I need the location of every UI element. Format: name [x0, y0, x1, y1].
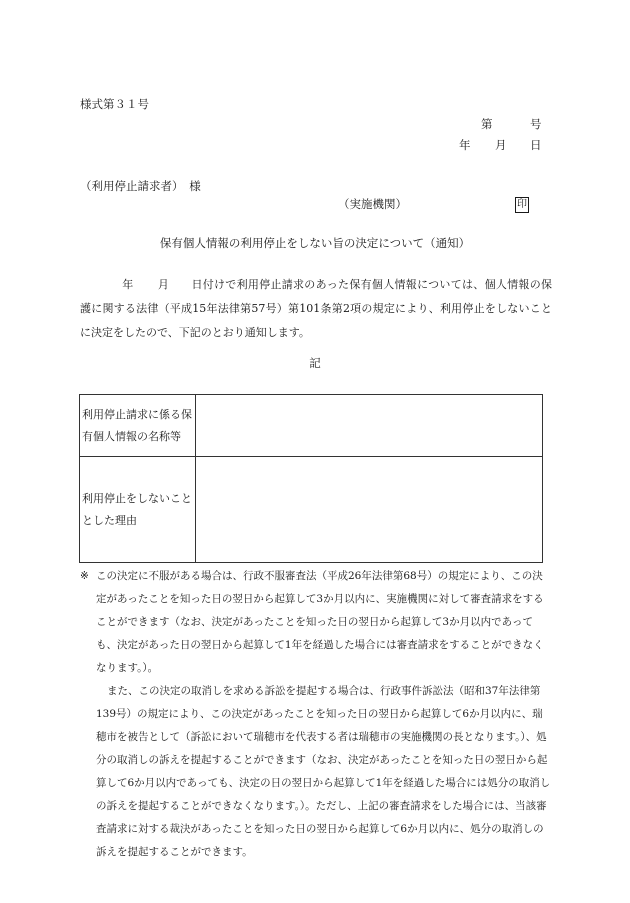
note-paragraph-1: この決定に不服がある場合は、行政不服審査法（平成26年法律第68号）の規定により、この決定があったことを知った日の翌日から起算して3か月以内に、実施機関に対して審査請求をすることができます（なお、決定があったことを知った日の翌日から起算して3か月以内であっても、決定があった日の翌日から起算して1年を経過した場合には審査請求をすることができなくなります。）。 [96, 570, 544, 674]
body-text: 日付けで利用停止請求のあった保有個人情報については、個人情報の保護に関する法律（平成15年法律第57号）第101条第2項の規定により、利用停止をしないことに決定をしたので、下記のとおり通知します。 [80, 278, 553, 339]
issuer: （実施機関） [338, 197, 407, 211]
form-number: 様式第３１号 [80, 97, 149, 111]
row1-label: 利用停止請求に係る保有個人情報の名称等 [80, 395, 196, 457]
note-paragraph-2: また、この決定の取消しを求める訴訟を提起する場合は、行政事件訴訟法（昭和37年法律第139号）の規定により、この決定があったことを知った日の翌日から起算して6か月以内に、瑞穂市を被告として（訴訟において瑞穂市を代表する者は瑞穂市の実施機関の長となります。）、処分の取消しの訴えを提起することができます（なお、決定があったことを知った日の翌日から起算して6か月以内であっても、決定の日の翌日から起算して1年を経過した場合には処分の取消しの訴えを提起することができなくなります。）。ただし、上記の審査請求をした場合には、当該審査請求に対する裁決があったことを知った日の翌日から起算して6か月以内に、処分の取消しの訴えを提起することができます。 [96, 685, 551, 858]
row1-value [196, 395, 543, 457]
row2-label: 利用停止をしないこととした理由 [80, 457, 196, 563]
table-row [80, 457, 543, 563]
seal-mark: 印 [515, 197, 529, 213]
doc-number-go: 号 [530, 117, 542, 131]
body-date-year: 年 [122, 278, 134, 291]
row2-value [196, 457, 543, 563]
document-title: 保有個人情報の利用停止をしない旨の決定について（通知） [159, 236, 471, 250]
body-date-month: 月 [157, 278, 170, 291]
addressee: （利用停止請求者） 様 [80, 179, 201, 193]
date-day: 日 [530, 138, 542, 152]
note-mark: ※ [80, 570, 89, 582]
body-paragraph [80, 273, 552, 345]
info-table [79, 394, 543, 563]
date-year: 年 [459, 138, 471, 152]
ki-heading: 記 [309, 356, 321, 370]
doc-number-dai: 第 [481, 117, 493, 131]
note-section [80, 565, 552, 864]
table-row [80, 395, 543, 457]
date-month: 月 [495, 138, 507, 152]
